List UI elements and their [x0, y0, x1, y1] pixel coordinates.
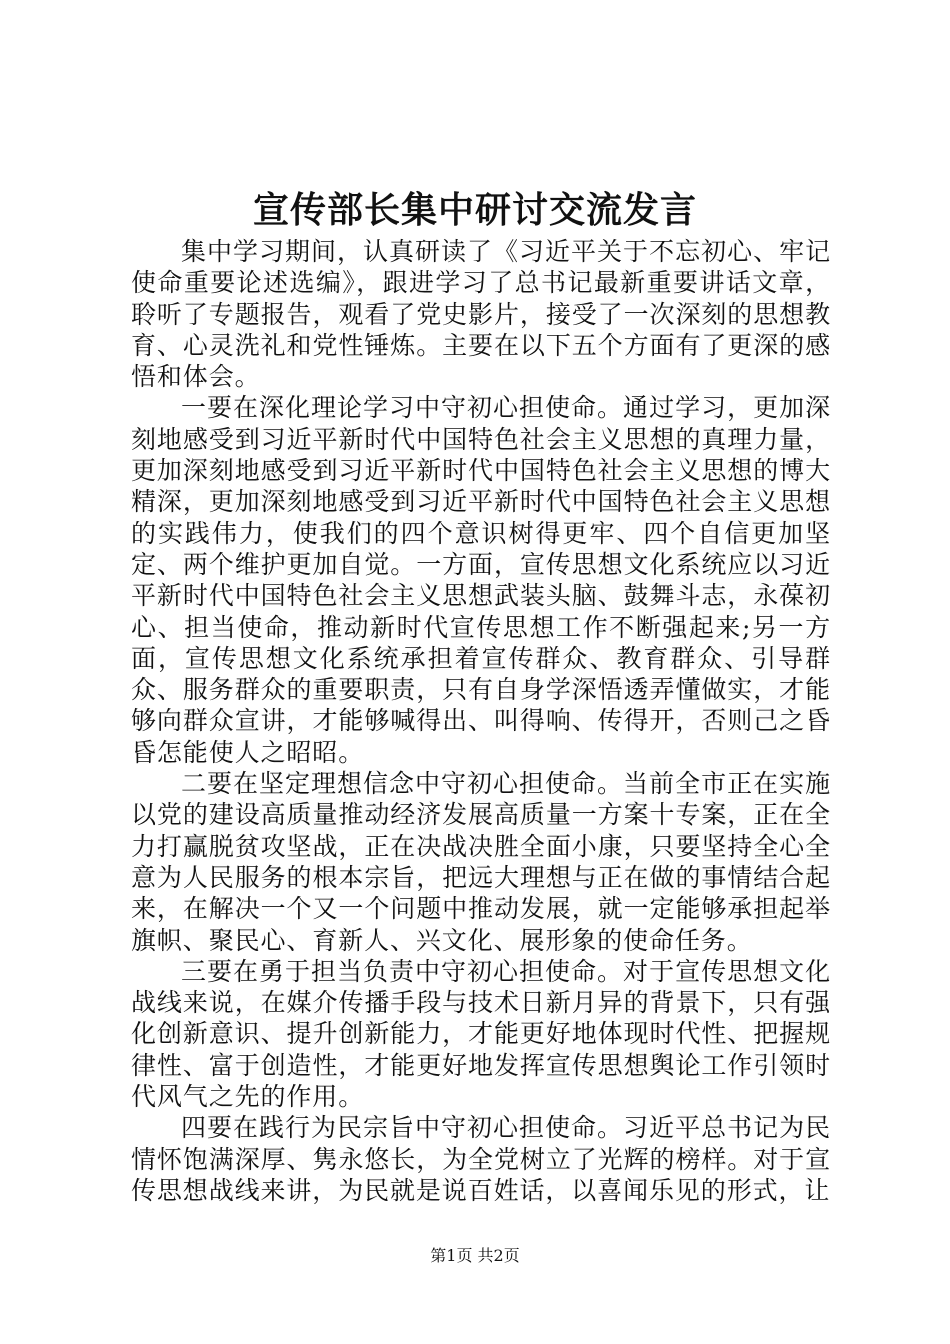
paragraph-point-one: 一要在深化理论学习中守初心担使命。通过学习，更加深刻地感受到习近平新时代中国特色社会主义思想的真理力量，更加深刻地感受到习近平新时代中国特色社会主义思想的博大精深，更加深刻地感受到习近平新时代中国特色社会主义思想的实践伟力，使我们的四个意识树得更牢、四个自信更加坚定、两个维护更加自觉。一方面，宣传思想文化系统应以习近平新时代中国特色社会主义思想武装头脑、鼓舞斗志，永葆初心、担当使命，推动新时代宣传思想工作不断强起来;另一方面，宣传思想文化系统承担着宣传群众、教育群众、引导群众、服务群众的重要职责，只有自身学深悟透弄懂做实，才能够向群众宣讲，才能够喊得出、叫得响、传得开，否则己之昏昏怎能使人之昭昭。 [131, 393, 831, 767]
paragraph-point-two: 二要在坚定理想信念中守初心担使命。当前全市正在实施以党的建设高质量推动经济发展高质量一方案十专案，正在全力打赢脱贫攻坚战，正在决战决胜全面小康，只要坚持全心全意为人民服务的根本宗旨，把远大理想与正在做的事情结合起来，在解决一个又一个问题中推动发展，就一定能够承担起举旗帜、聚民心、育新人、兴文化、展形象的使命任务。 [131, 769, 831, 955]
paragraph-point-three: 三要在勇于担当负责中守初心担使命。对于宣传思想文化战线来说，在媒介传播手段与技术日新月异的背景下，只有强化创新意识、提升创新能力，才能更好地体现时代性、把握规律性、富于创造性，才能更好地发挥宣传思想舆论工作引领时代风气之先的作用。 [131, 956, 831, 1112]
paragraph-intro: 集中学习期间，认真研读了《习近平关于不忘初心、牢记使命重要论述选编》，跟进学习了总书记最新重要讲话文章，聆听了专题报告，观看了党史影片，接受了一次深刻的思想教育、心灵洗礼和党性锤炼。主要在以下五个方面有了更深的感悟和体会。 [131, 237, 831, 392]
page-footer: 第1页 共2页 [430, 1246, 520, 1265]
document-body [131, 236, 831, 1206]
paragraph-point-four: 四要在践行为民宗旨中守初心担使命。习近平总书记为民情怀饱满深厚、隽永悠长，为全党树立了光辉的榜样。对于宣传思想战线来讲，为民就是说百姓话，以喜闻乐见的形式，让 [131, 1113, 831, 1205]
document-title: 宣传部长集中研讨交流发言 [252, 189, 697, 231]
